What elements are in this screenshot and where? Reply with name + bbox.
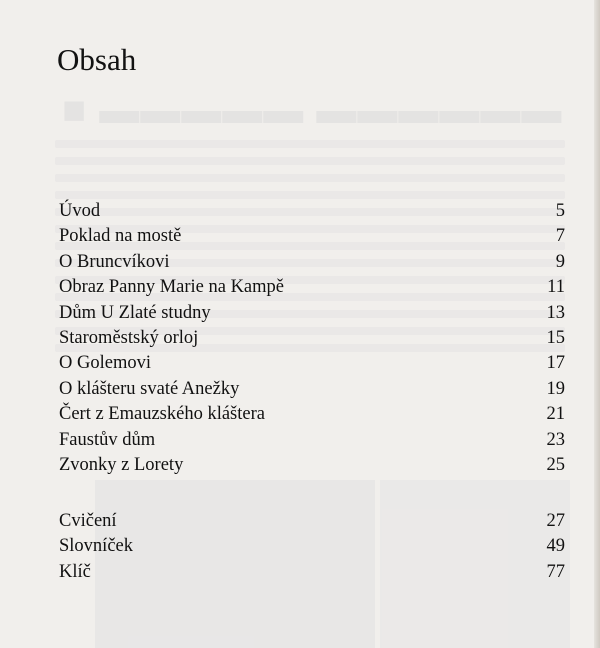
toc-entry-page: 7 [555, 226, 565, 247]
toc-entry-label: Staroměstský orloj [59, 327, 199, 348]
toc-entry [59, 353, 565, 378]
table-of-contents-appendix [59, 511, 565, 587]
toc-entry-label: Slovníček [59, 536, 133, 557]
toc-entry-page: 17 [546, 353, 565, 374]
toc-entry [59, 430, 565, 455]
toc-entry-label: Dům U Zlaté studny [59, 302, 211, 323]
page-title: Obsah [57, 42, 137, 77]
toc-entry-label: Čert z Emauzského kláštera [59, 404, 265, 425]
toc-entry-label: Úvod [59, 201, 101, 221]
toc-entry-label: Faustův dům [59, 429, 156, 450]
toc-entry [59, 277, 565, 302]
toc-entry-label: O klášteru svaté Anežky [59, 378, 240, 399]
toc-entry-label: O Bruncvíkovi [59, 251, 170, 272]
toc-entry [59, 455, 565, 480]
toc-entry-page: 27 [546, 511, 565, 531]
toc-entry-label: Obraz Panny Marie na Kampě [59, 277, 284, 298]
toc-entry-label: O Golemovi [59, 353, 151, 374]
toc-entry [59, 303, 565, 328]
toc-entry [59, 404, 565, 429]
toc-entry-page: 19 [546, 378, 565, 399]
toc-entry-label: Zvonky z Lorety [59, 454, 184, 475]
toc-entry-page: 77 [546, 561, 565, 582]
toc-entry [59, 226, 565, 251]
toc-entry-page: 23 [546, 429, 565, 450]
toc-entry-page: 9 [555, 251, 565, 272]
toc-entry-label: Cvičení [59, 511, 117, 531]
toc-entry-label: Poklad na mostě [59, 226, 182, 247]
toc-entry [59, 536, 565, 561]
toc-entry [59, 379, 565, 404]
toc-entry [59, 562, 565, 587]
toc-entry-page: 49 [546, 536, 565, 557]
toc-entry-label: Klíč [59, 561, 91, 582]
bleed-through-heading: ■ ▬▬▬▬▬ ▬▬▬▬▬▬ [62, 88, 563, 132]
toc-entry-page: 13 [546, 302, 565, 323]
toc-entry-page: 11 [547, 277, 565, 298]
toc-entry [59, 328, 565, 353]
toc-entry-page: 21 [546, 404, 565, 425]
toc-entry [59, 201, 565, 226]
toc-entry [59, 252, 565, 277]
table-of-contents [59, 201, 565, 480]
toc-entry-page: 25 [546, 454, 565, 475]
toc-entry-page: 15 [546, 327, 565, 348]
toc-entry-page: 5 [555, 201, 565, 221]
page-edge [594, 0, 600, 648]
toc-entry [59, 511, 565, 536]
